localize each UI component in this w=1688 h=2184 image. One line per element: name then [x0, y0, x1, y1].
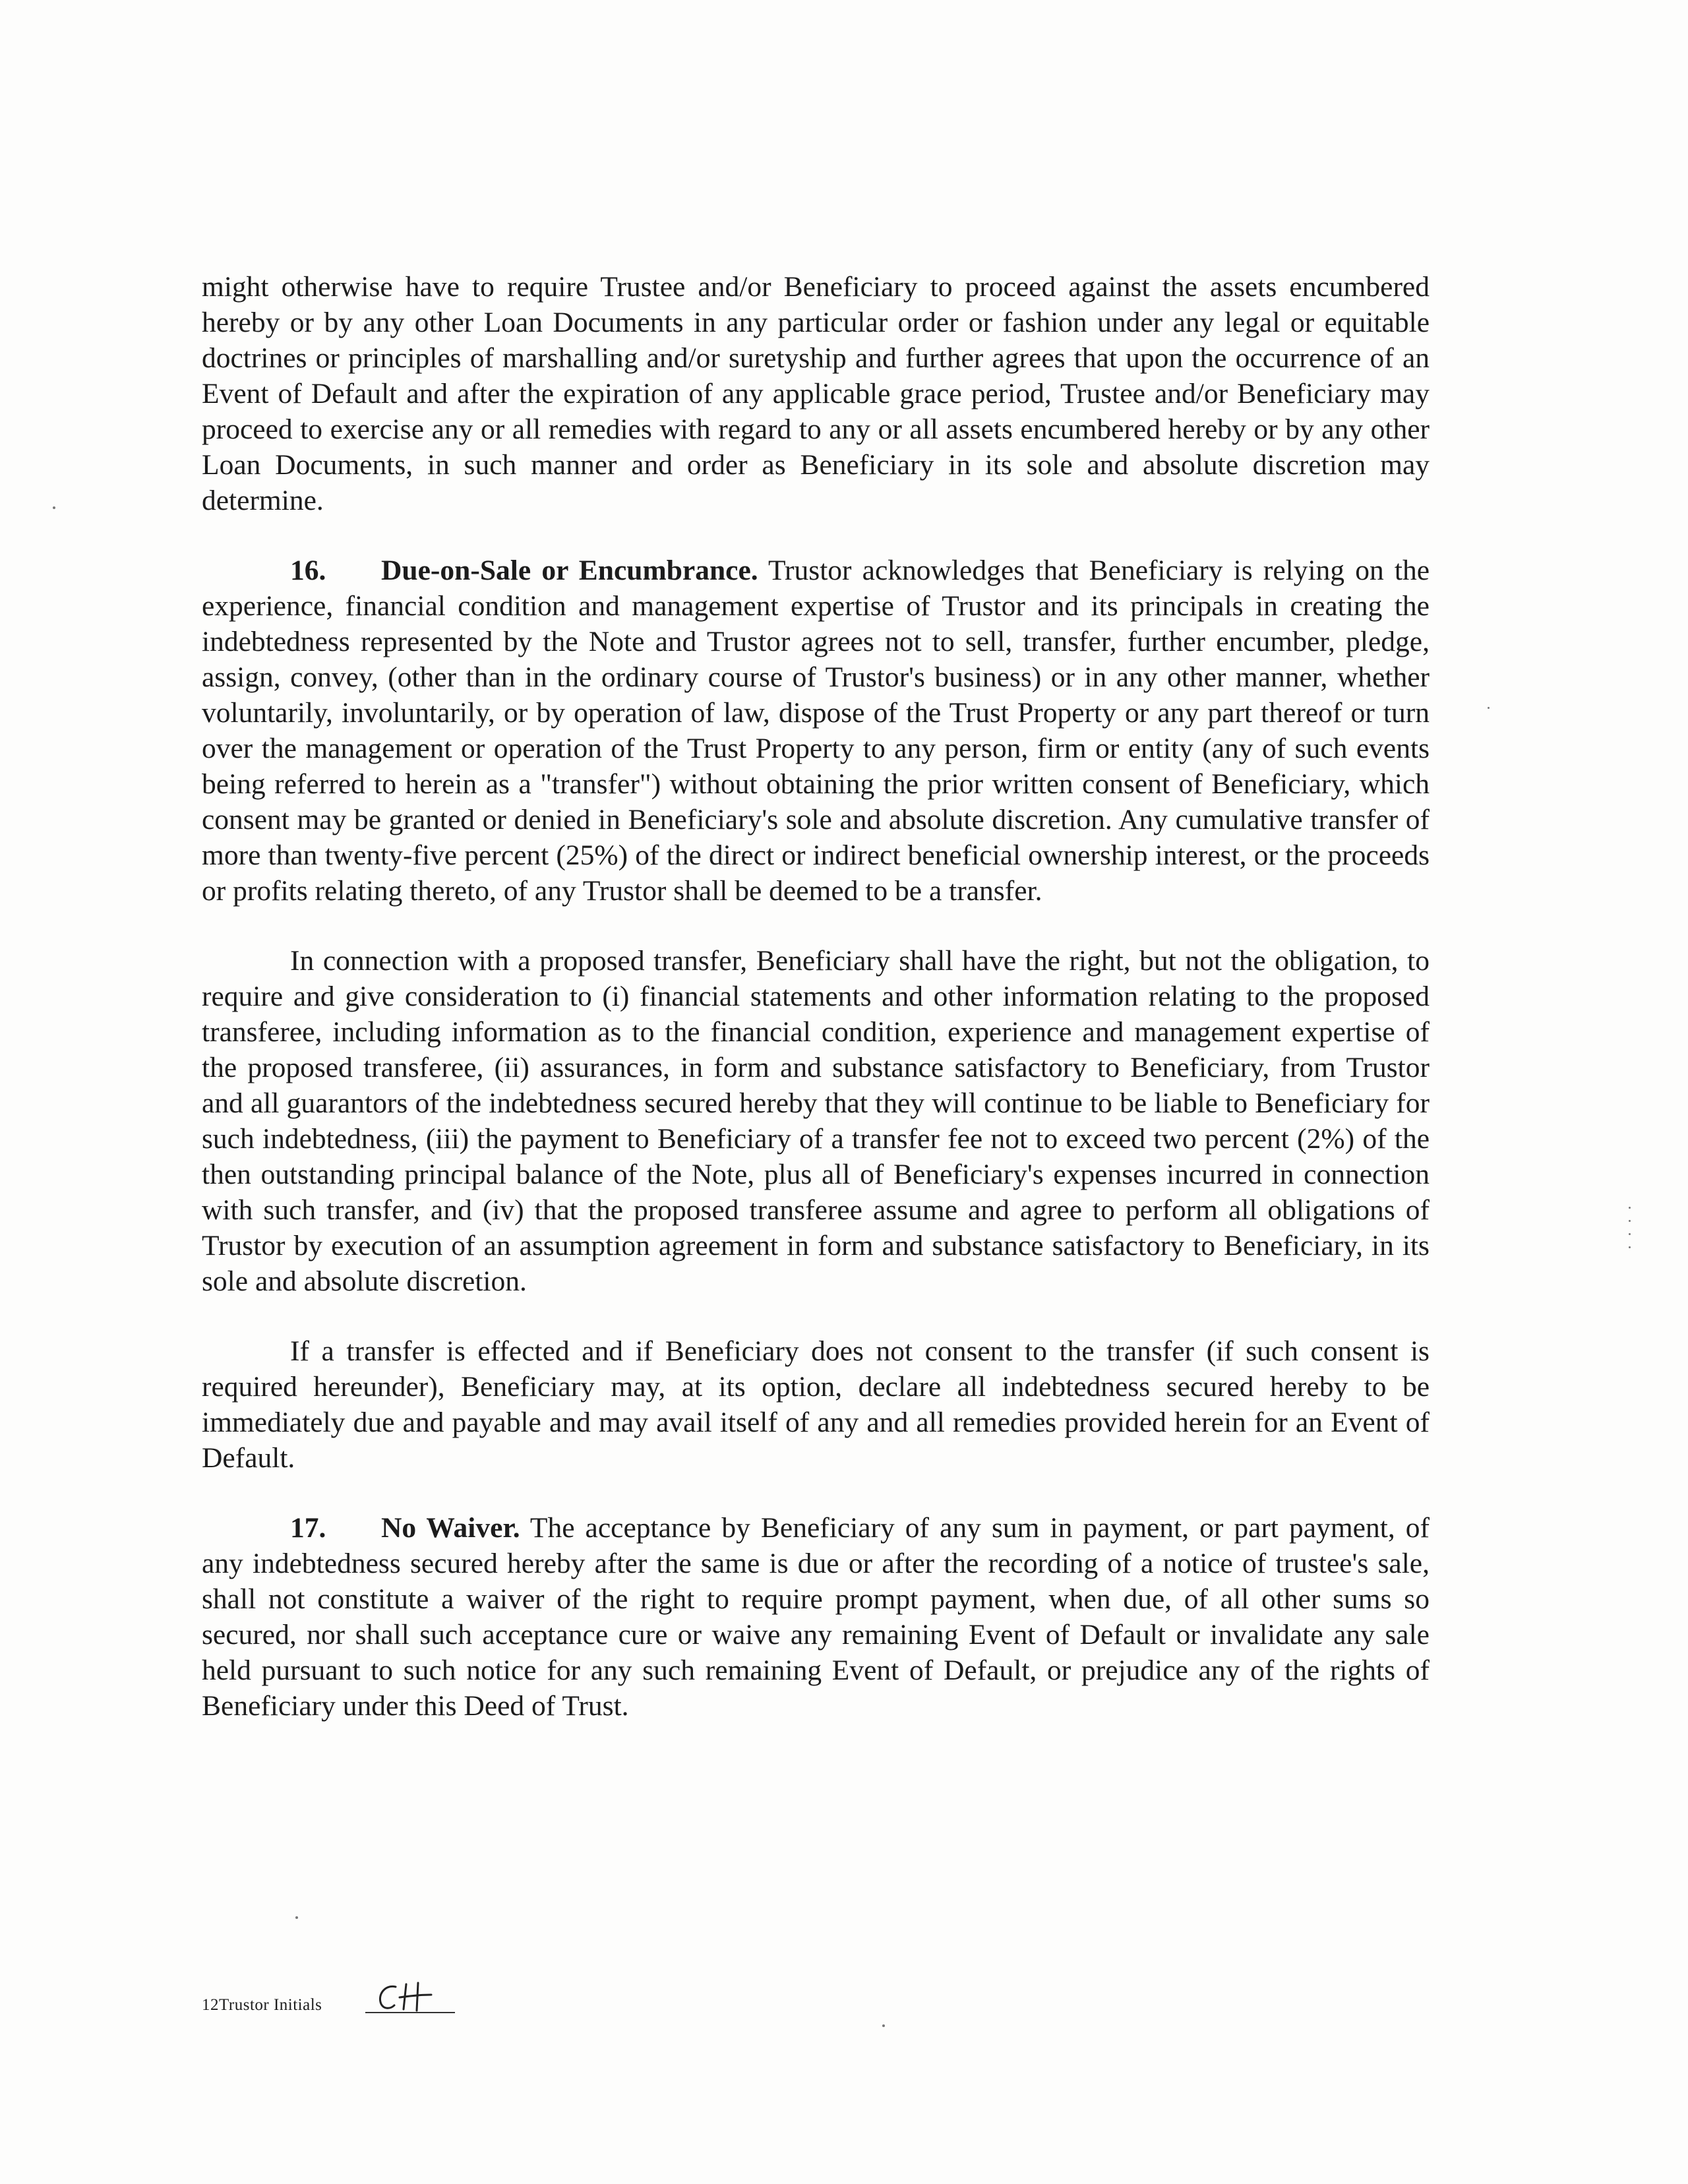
section-16-number: 16.	[290, 555, 326, 586]
trustor-initials-label: Trustor Initials	[219, 1996, 322, 2014]
paragraph-proposed-transfer: In connection with a proposed transfer, Beneficiary shall have the right, but not the obligation, to require and give consideration to (i) financial statements and other information relating to the proposed transferee, including information as to the financial condition, experience and management expertise of the proposed transferee, (ii) assurances, in form and substance satisfactory to Beneficiary, from Trustor and all guarantors of the indebtedness secured hereby that they will continue to be liable to Beneficiary for such indebtedness, (iii) the payment to Beneficiary of a transfer fee not to exceed two percent (2%) of the then outstanding principal balance of the Note, plus all of Beneficiary's expenses incurred in connection with such transfer, and (iv) that the proposed transferee assume and agree to perform all obligations of Trustor by execution of an assumption agreement in form and substance satisfactory to Beneficiary, in its sole and absolute discretion.	[202, 945, 1430, 1297]
page-number: 12	[202, 1996, 219, 2014]
handwritten-initials	[371, 1978, 450, 2017]
document-body	[202, 269, 1430, 1758]
section-16-title: Due-on-Sale or Encumbrance.	[381, 555, 758, 586]
page-footer	[202, 1982, 531, 2021]
section-16-text: Trustor acknowledges that Beneficiary is relying on the experience, financial condition and management expertise of Trustor and its principals in creating the indebtedness represented by the Note and Trustor agrees not to sell, transfer, further encumber, pledge, assign, convey, (other than in the ordinary course of Trustor's business) or in any other manner, whether voluntarily, involuntarily, or by operation of law, dispose of the Trust Property or any part thereof or turn over the management or operation of the Trust Property to any person, firm or entity (any of such events being referred to herein as a "transfer") without obtaining the prior written consent of Beneficiary, which consent may be granted or denied in Beneficiary's sole and absolute discretion. Any cumulative transfer of more than twenty-five percent (25%) of the direct or indirect beneficial ownership interest, or the proceeds or profits relating thereto, of any Trustor shall be deemed to be a transfer.	[202, 555, 1430, 907]
scan-speck	[1488, 707, 1490, 709]
scan-speck	[1629, 1233, 1631, 1235]
paragraph-transfer-effected: If a transfer is effected and if Beneficiary does not consent to the transfer (if such consent is required hereunder), Beneficiary may, at its option, declare all indebtedness secured hereby to be immediately due and payable and may avail itself of any and all remedies provided herein for an Event of Default.	[202, 1335, 1430, 1474]
scan-speck	[1629, 1220, 1631, 1222]
paragraph-continuation: might otherwise have to require Trustee and/or Beneficiary to proceed against the assets encumbered hereby or by any other Loan Documents in any particular order or fashion under any legal or equitable doctrines or principles of marshalling and/or suretyship and further agrees that upon the occurrence of an Event of Default and after the expiration of any applicable grace period, Trustee and/or Beneficiary may proceed to exercise any or all remedies with regard to any or all assets encumbered hereby or by any other Loan Documents, in such manner and order as Beneficiary in its sole and absolute discretion may determine.	[202, 271, 1430, 516]
scan-speck	[882, 2024, 885, 2027]
scan-speck	[53, 506, 55, 509]
section-17-text: The acceptance by Beneficiary of any sum in payment, or part payment, of any indebtedness secured hereby after the same is due or after the recording of a notice of trustee's sale, shall not constitute a waiver of the right to require prompt payment, when due, of all other sums so secured, nor shall such acceptance cure or waive any remaining Event of Default or invalidate any sale held pursuant to such notice for any such remaining Event of Default, or prejudice any of the rights of Beneficiary under this Deed of Trust.	[202, 1512, 1430, 1722]
scan-speck	[1629, 1246, 1631, 1248]
section-17	[202, 1510, 1430, 1724]
footer-label	[202, 1996, 322, 2015]
scan-speck	[1629, 1207, 1631, 1209]
section-17-title: No Waiver.	[381, 1512, 520, 1544]
scan-speck	[295, 1916, 298, 1919]
section-16	[202, 553, 1430, 909]
section-17-number: 17.	[290, 1512, 326, 1544]
